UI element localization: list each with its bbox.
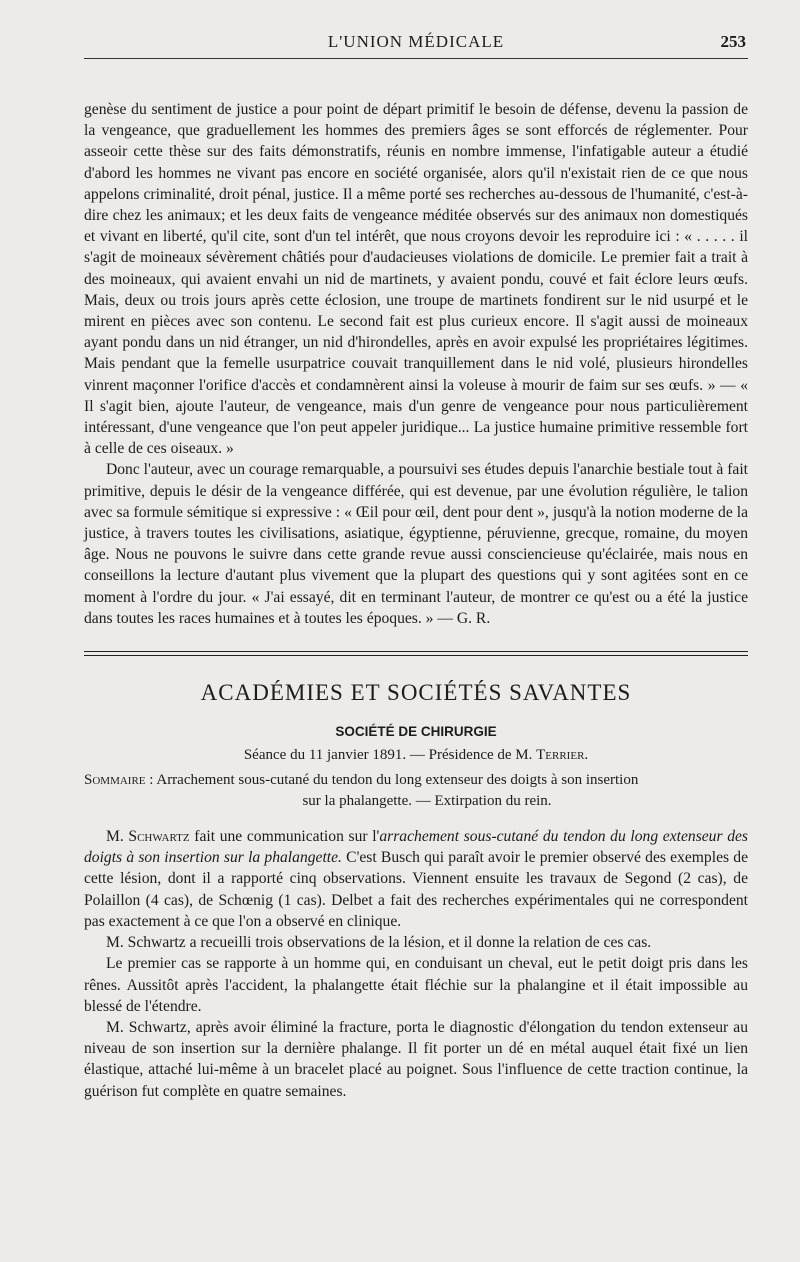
article-p1-a: fait une communication sur l' [189,828,380,846]
society-title: SOCIÉTÉ DE CHIRURGIE [335,724,497,740]
article-paragraph-2: M. Schwartz a recueilli trois observations de la lésion, et il donne la relation de ces cas. [106,934,652,952]
session-line [84,747,748,764]
article-p1-b: C'est Busch qui paraît avoir le premier observé des exemples de cette lésion, dont il a rapporté cinq observations. Viennent ensuite les travaux de Segond (2 cas), de Polaillon (4 cas), de Schœnig (1 cas). Delbet a fait des recherches expérimentales qui ne correspondent pas exactement à ce que l'on a observé en clinique. [84,849,748,930]
running-header [84,28,748,59]
session-president: Terrier [536,747,585,764]
article-paragraph-4: M. Schwartz, après avoir éliminé la fracture, porta le diagnostic d'élongation du tendon extenseur au niveau de son insertion sur la dernière phalange. Il fit porter un dé en métal auquel était fixé un lien élastique, attaché lui-même à un bracelet placé au poignet. Sous l'influence de cette traction continue, la guérison fut complète en quatre semaines. [84,1018,748,1100]
session-summary [84,770,748,812]
session-date: Séance du 11 janvier 1891. — Présidence de M. [243,747,533,764]
summary-text-2: sur la phalangette. — Extirpation du rein. [302,793,552,810]
summary-text-1: : Arrachement sous-cutané du tendon du long extenseur des doigts à son insertion [145,772,639,789]
page-number: 253 [720,32,746,51]
article-paragraph-3: Le premier cas se rapporte à un homme qui, en conduisant un cheval, eut le petit doigt pris dans les rênes. Aussitôt après l'accident, la phalangette était fléchie sur la phalangine et il était impossible au blessé de l'étendre. [84,955,748,1015]
session-suffix: . [584,747,589,764]
section-title: ACADÉMIES ET SOCIÉTÉS SAVANTES [200,680,632,706]
section-divider [84,651,748,656]
summary-label: Sommaire [84,772,146,789]
review-paragraph-2: Donc l'auteur, avec un courage remarquable, a poursuivi ses études depuis l'anarchie bestiale tout à fait primitive, depuis le désir de la vengeance différée, qui est devenue, par une évolution régulière, le talion avec sa formule sémitique si expressive : « Œil pour œil, dent pour dent », jusqu'à la notion moderne de la justice, à travers toutes les civilisations, asiatique, égyptienne, péruvienne, grecque, romaine, du moyen âge. Nous ne pouvons le suivre dans cette grande revue aussi consciencieuse qu'éclairée, mais nous en conseillons la lecture d'autant plus vivement que la plupart des questions qui y sont agitées sont en ce moment à l'ordre du jour. « J'ai essayé, dit en terminant l'auteur, de montrer ce qu'est ou a été la justice dans toutes les races humaines et à toutes les époques. » — G. R. [84,461,748,627]
review-paragraph-1: genèse du sentiment de justice a pour point de départ primitif le besoin de défense, devenu la passion de la vengeance, que graduellement les hommes des premiers âges se sont efforcés de réglementer. Pour asseoir cette thèse sur des faits démonstratifs, réunis en nombre immense, l'infatigable auteur a étudié d'abord les hommes ne vivant pas encore en société organisée, alors qu'il n'existait rien de ce que nous appelons criminalité, droit pénal, justice. Il a même porté ses recherches au-dessous de l'humanité, c'est-à-dire chez les animaux; et les deux faits de vengeance méditée observés sur des animaux non domestiqués et vivant en liberté, qu'il cite, sont d'un tel intérêt, que nous croyons devoir les reproduire ici : « . . . . . il s'agit de moineaux sévèrement châtiés pour d'audacieuses violations de domicile. Le premier fait a trait à des moineaux, qui avaient envahi un nid de martinets, y avaient pondu, couvé et fait éclore leurs œufs. Mais, deux ou trois jours après cette éclosion, une troupe de martinets fondirent sur le nid usurpé et le mirent en pièces avec son contenu. Le second fait est plus curieux encore. Il s'agit aussi de moineaux ayant pondu dans un nid étranger, un nid d'hirondelles, après en avoir expulsé les propriétaires légitimes. Mais pendant que la femelle usurpatrice couvait tranquillement dans le nid volé, plusieurs hirondelles vinrent maçonner l'orifice d'accès et condamnèrent ainsi la voleuse à mourir de faim sur ses œufs. » — « Il s'agit bien, ajoute l'auteur, de vengeance, mais d'un genre de vengeance pour nous particulièrement intéressant, d'une vengeance que l'on peut appeler juridique... La justice humaine primitive ressemble fort à celle de ces oiseaux. » [84,101,748,458]
article-topic: arrachement sous-cutané du tendon du long extenseur des doigts à son insertion sur la phalangette. [84,828,748,867]
article-paragraph-1 [84,826,748,932]
article-m: M. [106,828,124,846]
journal-title: L'UNION MÉDICALE [327,32,505,51]
author-name: Schwartz [128,828,190,846]
